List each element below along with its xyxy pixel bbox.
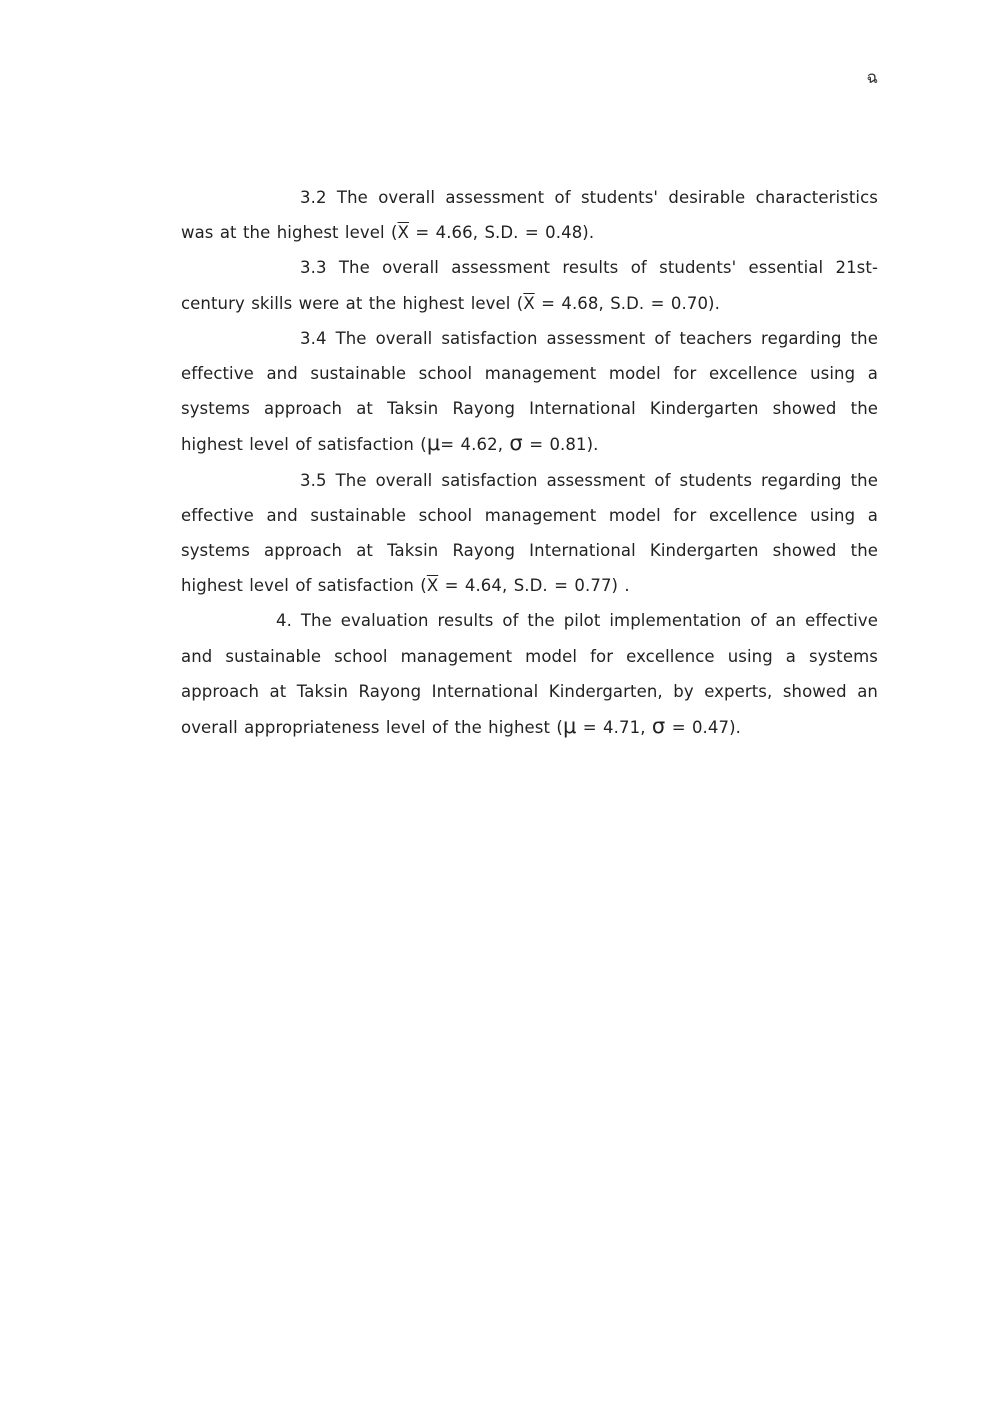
mean-value: = 4.66, <box>415 223 479 243</box>
mu-symbol: μ <box>426 431 441 456</box>
item-number: 3.4 <box>300 328 327 348</box>
finding-3-3 <box>181 250 878 320</box>
mean-symbol: $\overline{X}$ <box>523 293 535 313</box>
finding-text: The overall assessment of students' desirable characteristics was at the highest level ( <box>181 188 878 243</box>
abstract-body <box>181 180 878 745</box>
sd-symbol: S.D. <box>484 223 519 243</box>
sd-value: = 0.48). <box>524 223 595 243</box>
page-number: ฉ <box>866 68 878 88</box>
sigma-symbol: σ <box>509 431 523 456</box>
mean-symbol: $\overline{X}$ <box>397 223 409 243</box>
finding-text: The overall satisfaction assessment of teachers regarding the effective and sustainable school management model for excellence using a systems approach at Taksin Rayong International Kindergarten showed the highest level of satisfaction ( <box>181 328 878 455</box>
item-number: 3.2 <box>300 188 327 207</box>
sd-symbol: S.D. <box>513 576 548 596</box>
finding-text: The overall satisfaction assessment of students regarding the effective and sustainable school management model for excellence using a systems approach at Taksin Rayong International Kindergarten showed the highest level of satisfaction ( <box>181 470 878 596</box>
sigma-symbol: σ <box>651 714 666 739</box>
mean-value: = 4.62, <box>440 435 504 455</box>
mean-value: = 4.71, <box>582 718 646 738</box>
mu-symbol: μ <box>562 714 577 739</box>
finding-4 <box>181 603 878 745</box>
item-number: 3.3 <box>300 258 327 278</box>
sd-symbol: S.D. <box>610 293 645 313</box>
sd-value: = 0.77) . <box>554 576 630 596</box>
finding-text: The evaluation results of the pilot implementation of an effective and sustainable school management model for excellence using a systems approach at Taksin Rayong International Kindergarten, by experts, showed an overall appropriateness level of the highest ( <box>181 611 878 738</box>
finding-3-5 <box>181 463 878 604</box>
finding-3-4 <box>181 321 878 463</box>
item-number: 4. <box>276 611 292 631</box>
sd-value: = 0.81). <box>529 435 599 455</box>
sd-value: = 0.70). <box>650 293 720 313</box>
mean-symbol: $\overline{X}$ <box>426 576 439 596</box>
finding-text: The overall assessment results of students' essential 21st-century skills were at the highest level ( <box>181 258 878 313</box>
item-number: 3.5 <box>300 470 327 490</box>
mean-value: = 4.64, <box>444 576 508 596</box>
mean-value: = 4.68, <box>541 293 604 313</box>
sd-value: = 0.47). <box>671 718 741 738</box>
finding-3-2 <box>181 180 878 250</box>
